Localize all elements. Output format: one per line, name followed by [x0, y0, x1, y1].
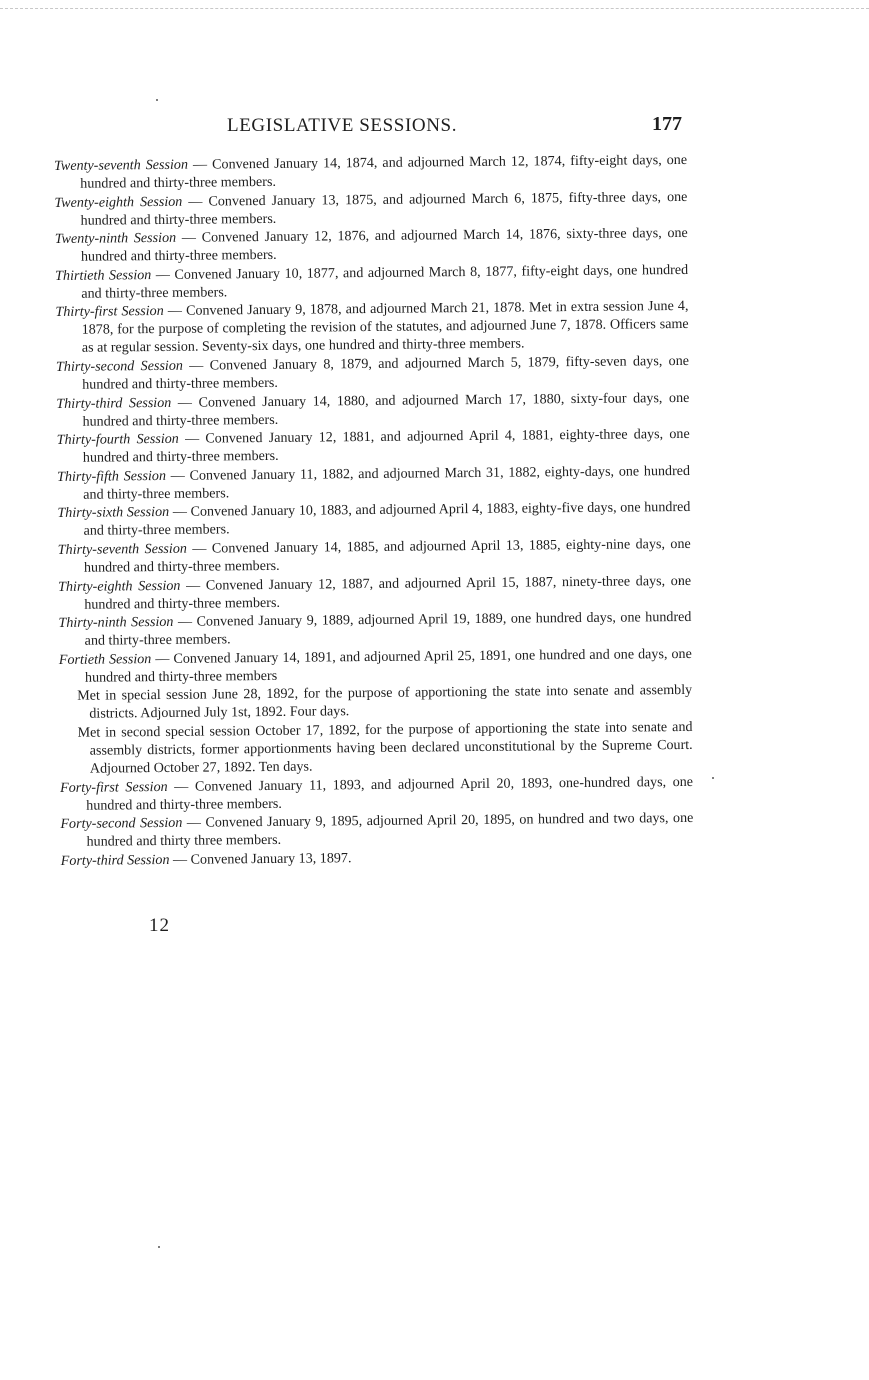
session-entry [58, 608, 691, 650]
session-name: Forty-second Session [60, 814, 183, 833]
session-details: Convened January 8, 1879, and adjourned March 5, 1879, fifty-seven days, one hundred and thirty-three members. [82, 352, 690, 393]
dash: — [182, 357, 210, 374]
session-name: Thirtieth Session [55, 266, 152, 284]
running-head [227, 115, 682, 141]
session-details: Convened January 9, 1878, and adjourned March 21, 1878. Met in extra session June 4, 1878, for the purpose of completing the revision of the statutes, and adjourned June 7, 1878. Officers same as at regular session. Seventy-six days, one hundred and thirty-three members. [81, 298, 689, 357]
dash: — [165, 467, 190, 484]
session-details: Convened January 10, 1877, and adjourned March 8, 1877, fifty-eight days, one hundred and thirty-three members. [81, 261, 689, 302]
session-name: Forty-first Session [59, 778, 168, 796]
session-details: Convened January 14, 1874, and adjourned March 12, 1874, fifty-eight days, one hundred and thirty-three members. [80, 151, 688, 192]
session-entry [56, 388, 689, 430]
dash: — [151, 650, 174, 667]
dash: — [182, 193, 209, 210]
session-name: Thirty-ninth Session [58, 614, 174, 632]
dash: — [186, 540, 212, 557]
ink-speck [158, 1246, 160, 1248]
session-name: Twenty-seventh Session [54, 156, 189, 174]
dash: — [178, 430, 206, 447]
dash: — [167, 778, 195, 795]
dash: — [173, 613, 197, 630]
session-entry [55, 297, 688, 357]
session-details: Convened January 10, 1883, and adjourned April 4, 1883, eighty-five days, one hundred and thirty-three members. [83, 499, 691, 540]
dash: — [163, 303, 187, 320]
dash: — [187, 156, 213, 173]
session-name: Twenty-eighth Session [54, 193, 183, 211]
session-entry [57, 462, 690, 504]
session-name: Forty-third Session [60, 851, 170, 869]
session-name: Fortieth Session [58, 650, 152, 668]
session-name: Thirty-fourth Session [56, 430, 179, 449]
session-entry [58, 535, 691, 577]
session-entry [60, 809, 693, 851]
page-title: LEGISLATIVE SESSIONS. [227, 115, 458, 136]
session-entry [57, 498, 690, 540]
session-entry [58, 571, 691, 613]
session-name: Thirty-seventh Session [57, 540, 187, 558]
session-details: Convened January 12, 1881, and adjourned April 4, 1881, eighty-three days, one hundred and thirty-three members. [82, 426, 690, 466]
session-entry [54, 188, 687, 230]
dash: — [171, 394, 199, 411]
dash: — [169, 504, 191, 521]
session-list [54, 151, 694, 870]
page-number: 177 [652, 113, 682, 135]
session-details: Convened January 11, 1882, and adjourned March 31, 1882, eighty-days, one hundred and thirty-three members. [83, 462, 691, 503]
session-entry [55, 261, 688, 303]
session-name: Thirty-first Session [55, 303, 164, 321]
dash: — [182, 814, 206, 831]
session-details: Convened January 9, 1895, adjourned April 20, 1895, on hundred and two days, one hundred and thirty three members. [86, 809, 694, 850]
session-name: Twenty-ninth Session [54, 230, 177, 248]
session-details: Convened January 11, 1893, and adjourned April 20, 1893, one-hundred days, one hundred and thirty-three members. [86, 773, 694, 814]
dash: — [176, 229, 202, 247]
session-entry [55, 224, 688, 266]
signature-mark: 12 [149, 915, 170, 936]
session-details: Convened January 14, 1885, and adjourned April 13, 1885, eighty-nine days, one hundred and thirty-three members. [83, 535, 691, 576]
session-name: Thirty-sixth Session [57, 504, 170, 522]
ink-speck [712, 777, 714, 779]
session-details: Convened January 12, 1876, and adjourned March 14, 1876, sixty-three days, one hundred and thirty-three members. [80, 225, 688, 265]
session-entry [60, 772, 693, 814]
ink-speck [156, 99, 158, 101]
session-entry [56, 352, 689, 394]
special-session-note: Met in second special session October 17, 1892, for the purpose of apportioning the state into senate and assembly districts, former apportionments having been declared unconstitutional by the Supreme Court. Adjourned October 27, 1892. Ten days. [77, 718, 693, 777]
dash: — [151, 266, 175, 283]
session-details: Convened January 13, 1875, and adjourned March 6, 1875, fifty-three days, one hundred and thirty-three members. [80, 188, 688, 229]
session-entry [54, 151, 687, 193]
dash: — [169, 851, 191, 868]
session-details: Convened January 9, 1889, adjourned April 19, 1889, one hundred days, one hundred and thirty-three members. [84, 609, 692, 649]
dash: — [180, 577, 206, 594]
session-details: Convened January 14, 1891, and adjourned April 25, 1891, one hundred and one days, one hundred and thirty-three members [84, 645, 692, 686]
session-details: Convened January 13, 1897. [190, 849, 352, 868]
session-entry [57, 425, 690, 467]
session-name: Thirty-third Session [56, 394, 172, 412]
session-name: Thirty-eighth Session [58, 577, 181, 595]
session-entry [59, 645, 692, 687]
special-session-note: Met in special session June 28, 1892, for the purpose of apportioning the state into senate and assembly districts. Adjourned July 1st, 1892. Four days. [77, 682, 693, 722]
session-name: Thirty-second Session [55, 357, 183, 375]
top-edge-rule [0, 8, 869, 9]
session-details: Convened January 14, 1880, and adjourned March 17, 1880, sixty-four days, one hundred and thirty-three members. [82, 389, 690, 430]
session-details: Convened January 12, 1887, and adjourned April 15, 1887, ninety-three days, one hundred and thirty-three members. [84, 572, 692, 613]
session-name: Thirty-fifth Session [56, 467, 167, 485]
